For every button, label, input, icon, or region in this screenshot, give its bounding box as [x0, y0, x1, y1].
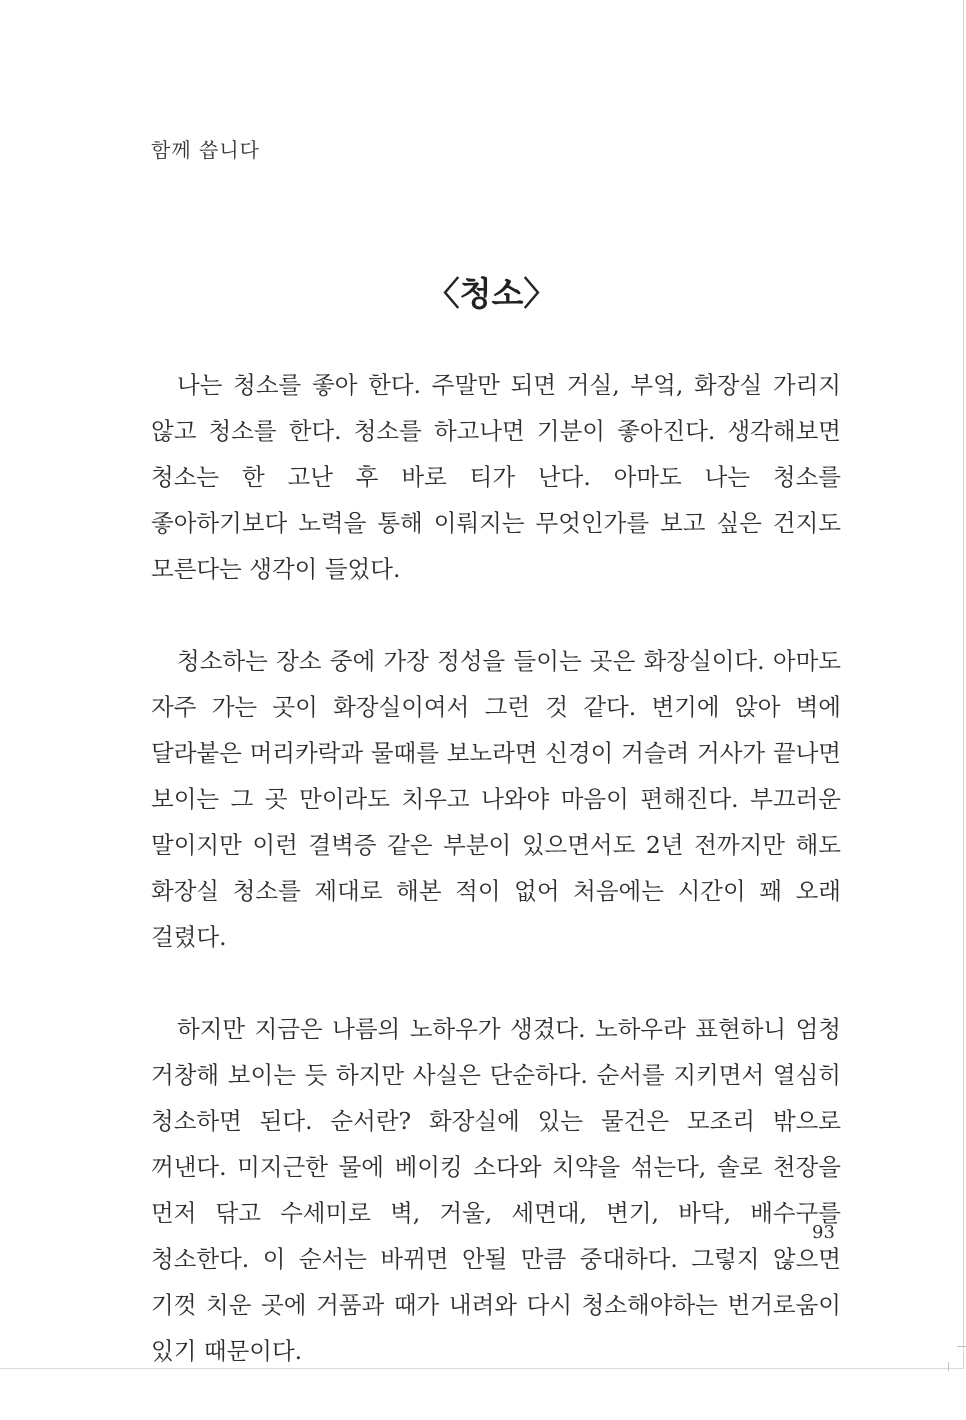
running-header: 함께 씁니다: [151, 138, 260, 162]
crop-mark: [948, 1362, 949, 1371]
page-number: 93: [812, 1222, 835, 1243]
paragraph: 청소하는 장소 중에 가장 정성을 들이는 곳은 화장실이다. 아마도 자주 가는 곳이 화장실이여서 그런 것 같다. 변기에 앉아 벽에 달라붙은 머리카락과 물때를 보노라면 신경이 거슬려 거사가 끝나면 보이는 그 곳 만이라도 치우고 나와야 마음이 편해진다. 부끄러운 말이지만 이런 결벽증 같은 부분이 있으면서도 2년 전까지만 해도 화장실 청소를 제대로 해본 적이 없어 처음에는 시간이 꽤 오래 걸렸다.: [151, 647, 841, 951]
crop-mark: [957, 1346, 966, 1347]
chapter-title: 〈청소〉: [426, 274, 557, 313]
body-text: [151, 362, 841, 1420]
paragraph: 하지만 지금은 나름의 노하우가 생겼다. 노하우라 표현하니 엄청 거창해 보이는 듯 하지만 사실은 단순하다. 순서를 지키면서 열심히 청소하면 된다. 순서란? 화장실에 있는 물건은 모조리 밖으로 꺼낸다. 미지근한 물에 베이킹 소다와 치약을 섞는다, 솔로 천장을 먼저 닦고 수세미로 벽, 거울, 세면대, 변기, 바닥, 배수구를 청소한다. 이 순서는 바뀌면 안될 만큼 중대하다. 그렇지 않으면 기껏 치운 곳에 거품과 때가 내려와 다시 청소해야하는 번거로움이 있기 때문이다.: [151, 1015, 841, 1365]
paragraph: 나는 청소를 좋아 한다. 주말만 되면 거실, 부엌, 화장실 가리지 않고 청소를 한다. 청소를 하고나면 기분이 좋아진다. 생각해보면 청소는 한 고난 후 바로 티가 난다. 아마도 나는 청소를 좋아하기보다 노력을 통해 이뤄지는 무엇인가를 보고 싶은 건지도 모른다는 생각이 들었다.: [151, 371, 841, 583]
